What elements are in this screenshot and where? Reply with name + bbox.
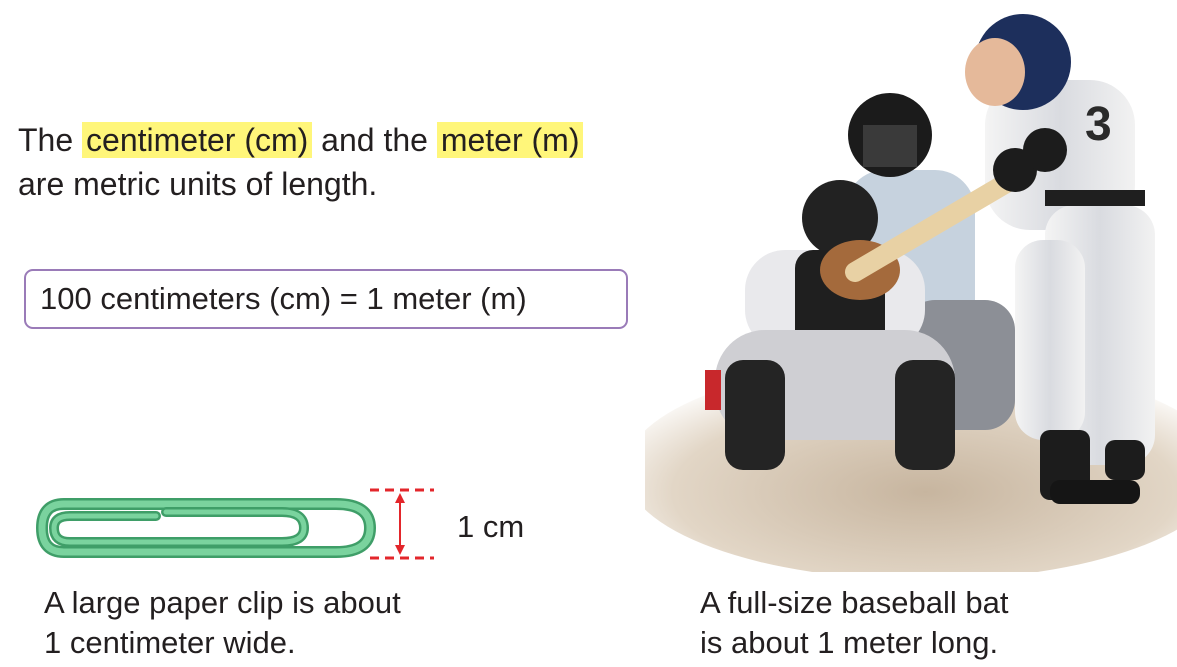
clip-width-label: 1 cm [457,509,525,544]
conversion-fact-text: 100 centimeters (cm) = 1 meter (m) [40,281,527,316]
conversion-fact-box [24,269,628,329]
paper-clip-icon [42,504,370,552]
term-meter: meter (m) [437,122,584,158]
paper-clip-illustration [36,484,436,568]
baseball-scene-image [645,0,1177,572]
svg-text:3: 3 [1085,98,1112,151]
intro-pre: The [18,122,83,158]
intro-post: are metric units of length. [18,166,378,202]
paper-clip-caption-line2: 1 centimeter wide. [44,625,296,660]
intro-text [18,118,718,206]
paper-clip-caption-line1: A large paper clip is about [44,585,401,620]
baseball-bat-caption [700,583,1170,663]
measure-bracket-icon [370,490,434,558]
paper-clip-caption [44,583,564,663]
intro-mid: and the [312,122,437,158]
baseball-bat-caption-line2: is about 1 meter long. [700,625,999,660]
baseball-bat-caption-line1: A full-size baseball bat [700,585,1009,620]
term-centimeter: centimeter (cm) [82,122,312,158]
